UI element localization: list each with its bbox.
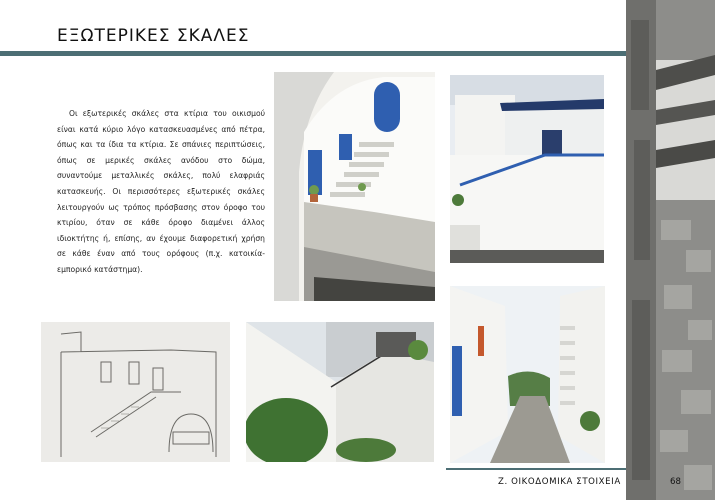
watercolor-stairs-painting (274, 72, 435, 301)
page-number: 68 (670, 477, 681, 487)
alley-stairs-photo (450, 286, 605, 463)
footer-section-title: Ζ. ΟΙΚΟΔΟΜΙΚΑ ΣΤΟΙΧΕΙΑ (498, 477, 621, 487)
wall-stairs-plants-photo (246, 322, 434, 462)
title-divider (0, 51, 626, 56)
page-title: ΕΞΩΤΕΡΙΚΕΣ ΣΚΑΛΕΣ (57, 26, 250, 46)
body-paragraph: Οι εξωτερικές σκάλες στα κτίρια του οικισμού είναι κατά κύριο λόγο κατασκευασμένες από πέτρα, όπως και τα ίδια τα κτίρια. Σε σπάνιες περιπτώσεις, όπως σε μερικές σκάλες ανόδου στο δώμα, συναντούμε μεταλλικές σκάλες, πολύ ελαφριάς κατασκευής. Οι περισσότερες εξωτερικές σκάλες λειτουργούν ως τρόπος πρόσβασης στον όροφο του κτιρίου, όταν σε κάθε όροφο διαμένει άλλος ιδιοκτήτης ή, επίσης, αν έχουμε διαφορετική χρήση σε κάθε έναν από τους ορόφους (π.χ. κατοικία-εμπορικό κατάστημα). (57, 109, 265, 274)
side-stone-wall-photo (626, 0, 715, 500)
pencil-sketch-stairs (41, 322, 230, 462)
house-stairs-photo (450, 75, 604, 263)
footer-divider (446, 468, 626, 470)
